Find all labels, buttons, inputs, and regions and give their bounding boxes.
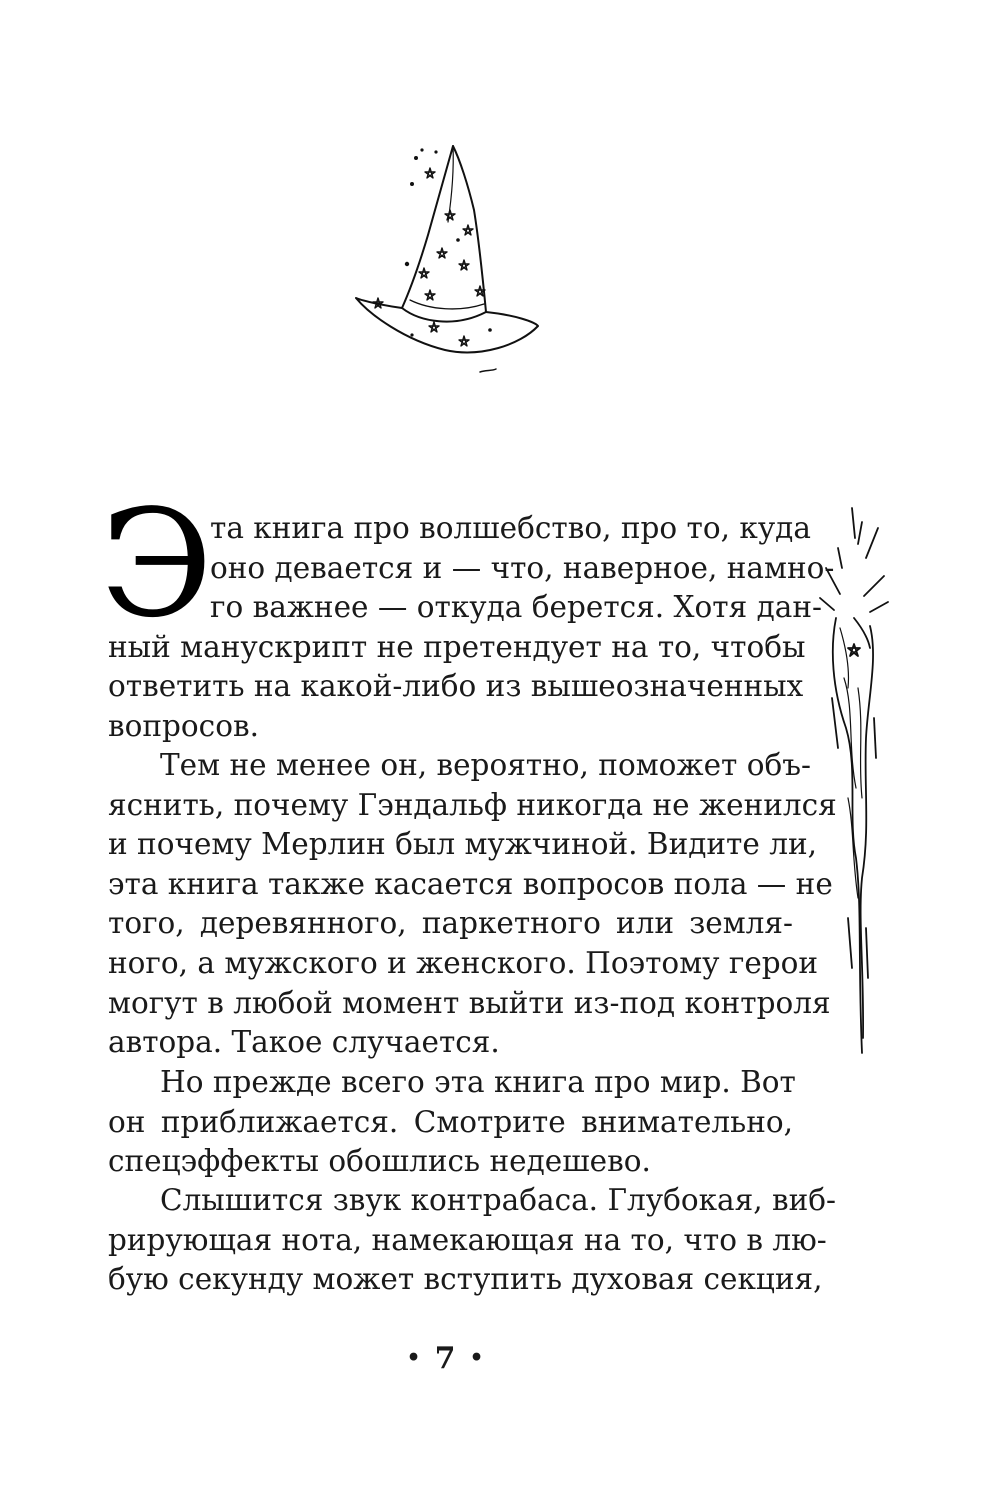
bullet-left: •: [406, 1345, 421, 1371]
paragraph-4: [108, 1181, 836, 1300]
text-line: оно девается и — что, наверное, намно-: [210, 550, 835, 585]
page-number-value: 7: [434, 1341, 456, 1376]
bullet-right: •: [469, 1345, 484, 1371]
text-line: того, деревянного, паркетного или земля-: [108, 906, 793, 941]
page-number: [0, 1340, 890, 1377]
drop-cap: Э: [100, 478, 214, 650]
text-line: та книга про волшебство, про то, куда: [210, 511, 811, 545]
wizard-hat-icon: [350, 140, 545, 380]
text-line: он приближается. Смотрите внимательно,: [108, 1104, 793, 1139]
text-line: автора. Такое случается.: [108, 1025, 500, 1060]
paragraph-1: [108, 509, 835, 747]
text-line: вопросов.: [108, 708, 259, 743]
text-line: рирующая нота, намекающая на то, что в лю-: [108, 1222, 827, 1257]
text-line: ответить на какой-либо из вышеозначенных: [108, 669, 804, 704]
text-line: ного, а мужского и женского. Поэтому герои: [108, 945, 819, 980]
text-line: Тем не менее он, вероятно, поможет объ-: [160, 748, 811, 782]
text-line: ный манускрипт не претендует на то, чтобы: [108, 629, 806, 664]
text-line: могут в любой момент выйти из-под контроля: [108, 985, 831, 1020]
text-line: Но прежде всего эта книга про мир. Вот: [160, 1065, 796, 1099]
text-line: яснить, почему Гэндальф никогда не женился: [108, 787, 837, 822]
text-line: Слышится звук контрабаса. Глубокая, виб-: [160, 1183, 836, 1217]
text-line: эта книга также касается вопросов пола — не: [108, 866, 833, 901]
paragraph-3: [108, 1063, 796, 1182]
paragraph-2: [108, 746, 837, 1063]
text-line: спецэффекты обошлись недешево.: [108, 1144, 651, 1179]
text-line: го важнее — откуда берется. Хотя дан-: [210, 590, 822, 625]
text-line: и почему Мерлин был мужчиной. Видите ли,: [108, 827, 817, 862]
text-line: бую секунду может вступить духовая секция,: [108, 1262, 823, 1297]
